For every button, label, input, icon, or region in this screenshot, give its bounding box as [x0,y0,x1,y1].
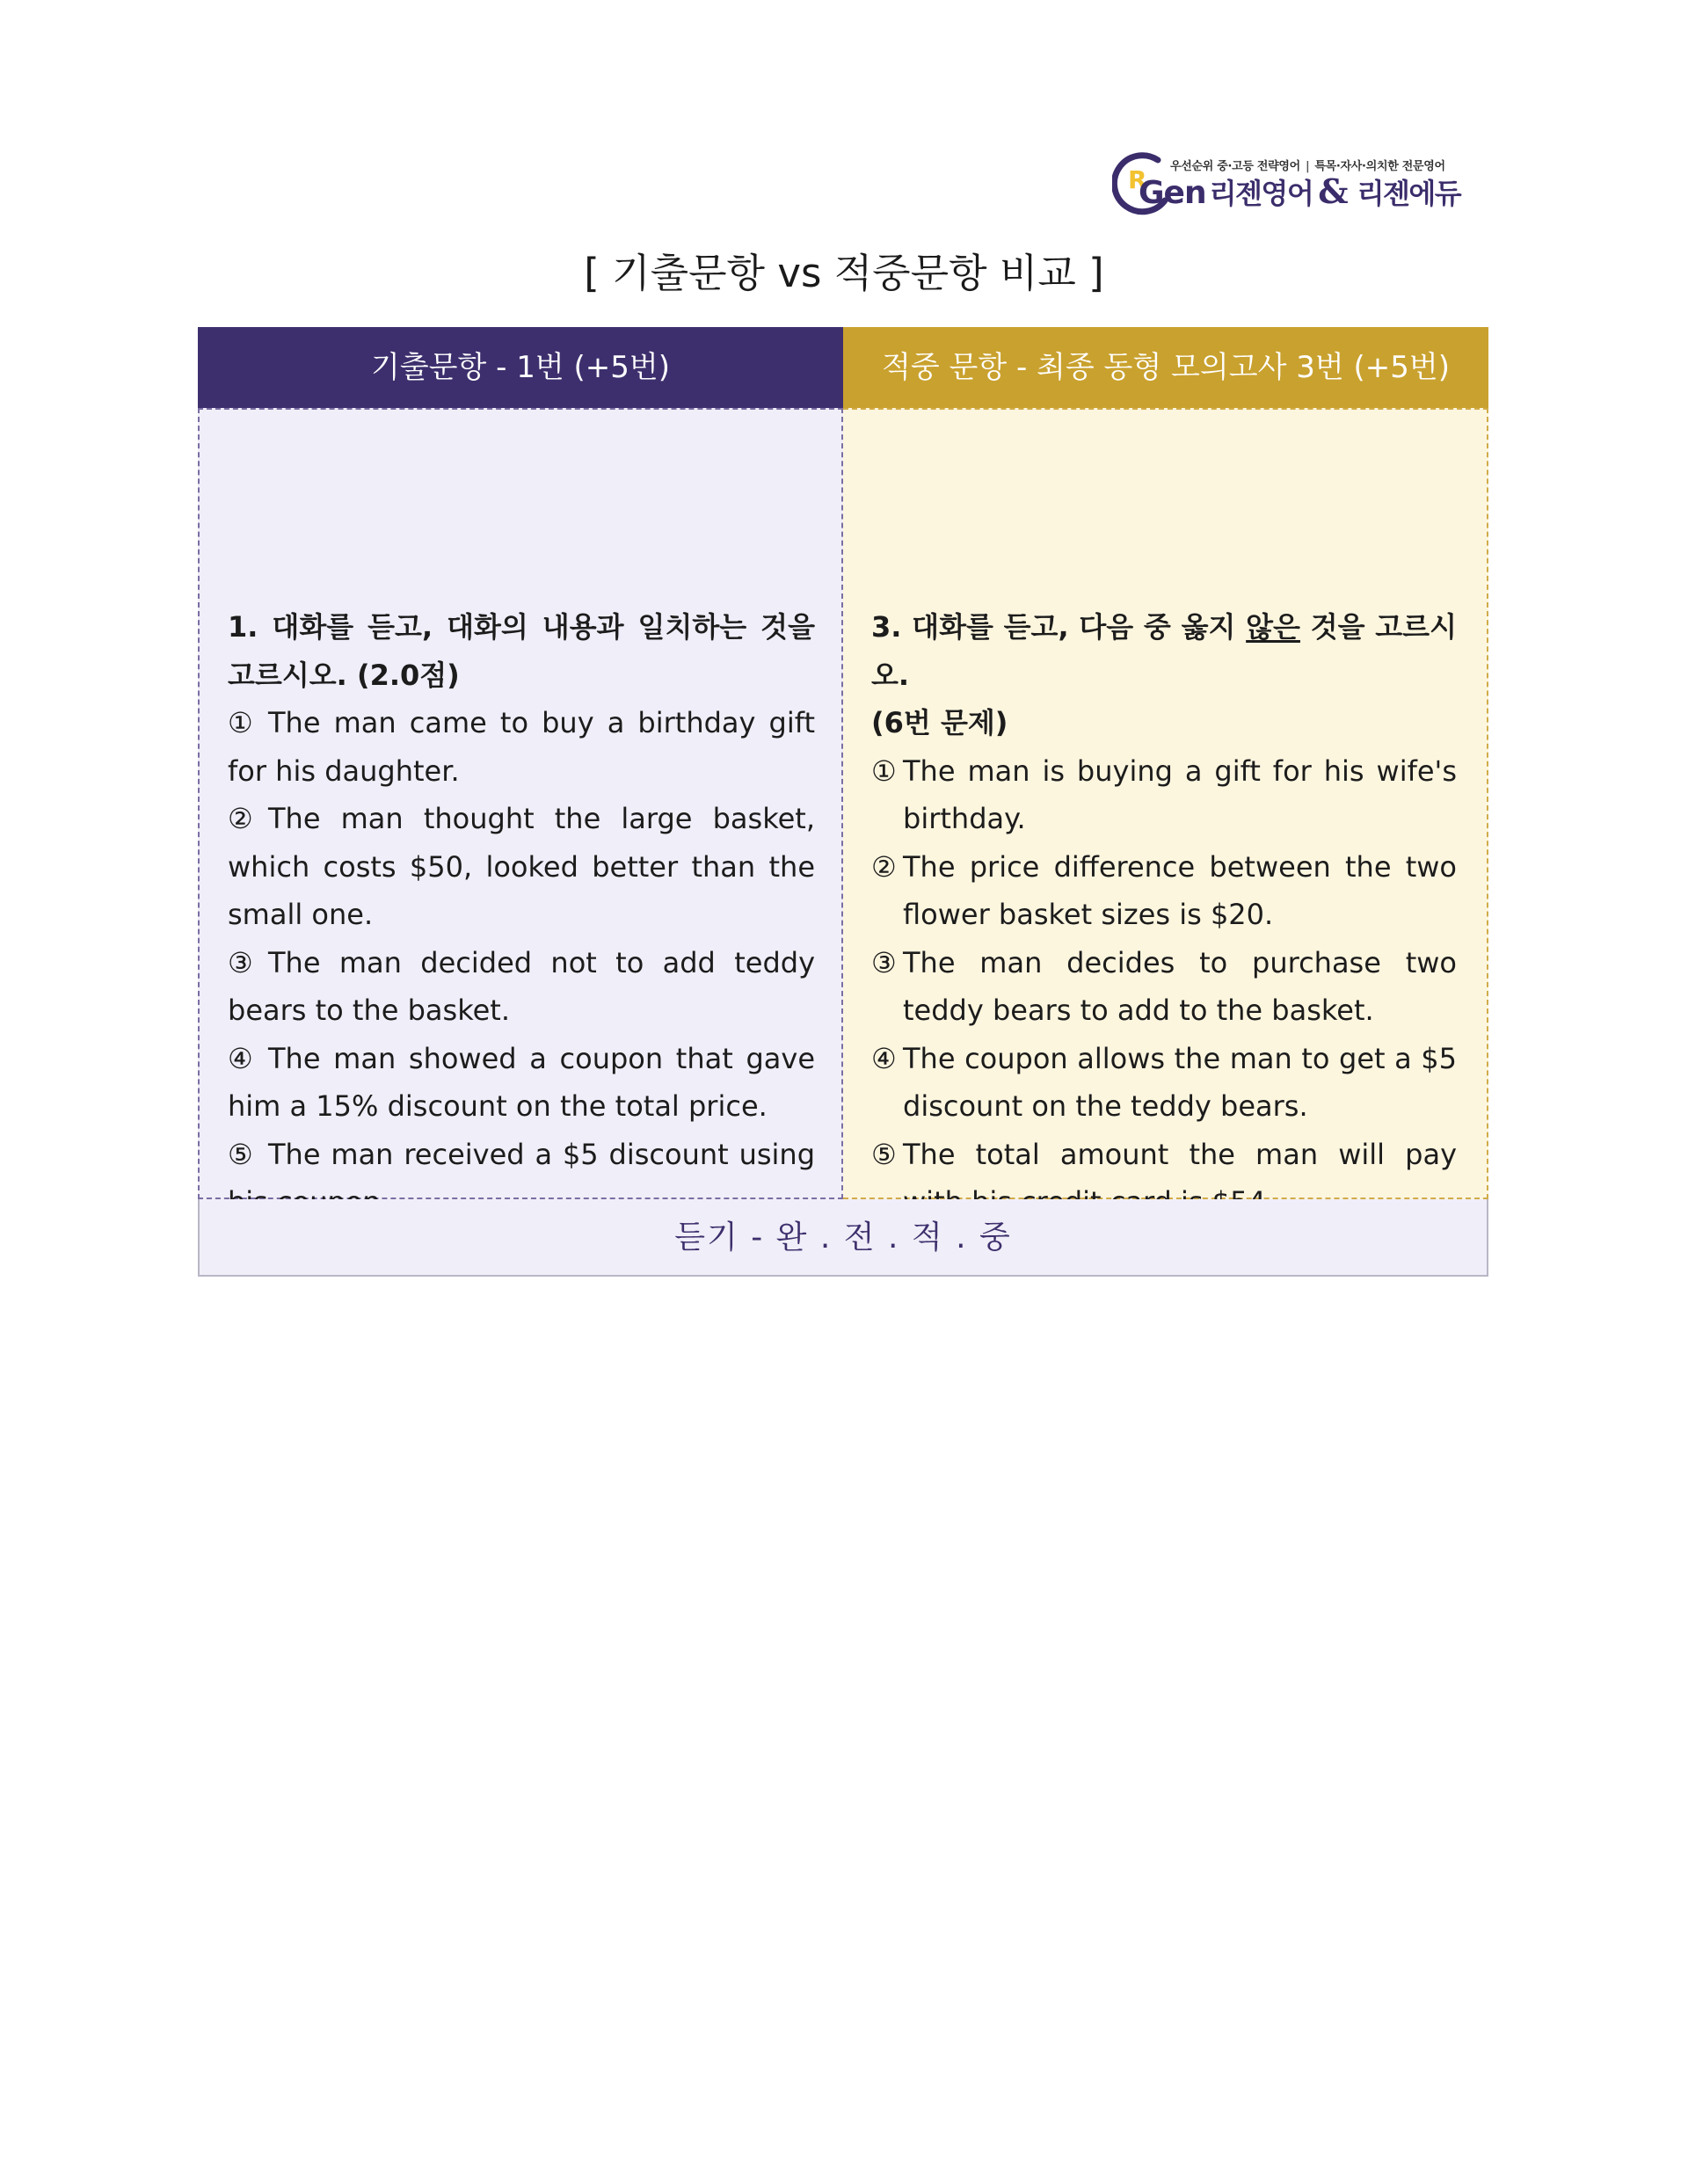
option-text: The man received a $5 discount using [268,1137,815,1171]
logo-mark-letter: R [1128,165,1147,194]
stem-part-1: 3. 대화를 듣고, 다음 중 옳지 [871,610,1247,644]
option-number: ③ [228,945,253,979]
option-number: ③ [871,945,897,979]
logo-ampersand: & [1318,171,1349,211]
option-3 [871,939,1457,1035]
option-number: ② [871,849,897,884]
comparison-table [198,327,1488,1280]
option-text: The total amount the man will pay [903,1137,1457,1171]
right-column-header: 적중 문항 - 최종 동형 모의고사 3번 (+5번) [843,327,1488,408]
option-text: The man is buying a gift for his wife's birthday. [903,753,1457,835]
option-4 [871,1035,1457,1131]
option-number: ④ [228,1041,253,1075]
original-question [228,603,815,1227]
option-text: The coupon allows the man to get a $5 discount on the teddy bears. [903,1041,1457,1123]
question-stem-note: (6번 문제) [871,706,1008,739]
option-3 [228,939,815,1035]
logo-name-ko-2: 리젠에듀 [1357,177,1461,210]
table-footer: 듣기 - 완 . 전 . 적 . 중 [198,1199,1488,1277]
option-1 [871,747,1457,843]
predicted-question [871,603,1457,1227]
option-number: ① [228,706,253,739]
left-column-body [198,408,843,1199]
logo-tagline-separator: | [1305,160,1310,173]
logo-name [1139,172,1460,218]
option-number: ② [228,802,253,835]
option-text: The man decided not to add teddy bears to the basket. [228,945,815,1027]
stem-underlined: 않은 [1246,610,1300,644]
option-text: The man thought the large basket, which costs $50, looked better than the small one. [228,802,815,931]
page-title: [ 기출문항 vs 적중문항 비교 ] [584,250,1104,296]
option-4 [228,1035,815,1131]
question-stem [871,603,1457,699]
option-1 [228,699,815,795]
option-text: The price difference between the two flower basket sizes is $20. [903,849,1457,931]
right-column-body [843,408,1488,1199]
option-2 [871,843,1457,939]
logo-name-ko-1: 리젠영어 [1209,177,1313,210]
logo-tagline-right: 특목·자사·의치한 전문영어 [1314,160,1445,173]
option-text: The man decides to purchase two teddy bears to add to the basket. [903,945,1457,1027]
option-2 [228,795,815,939]
brand-logo [1112,149,1481,218]
option-number: ⑤ [871,1137,897,1171]
question-stem: 1. 대화를 듣고, 대화의 내용과 일치하는 것을 고르시오. (2.0점) [228,610,815,692]
logo-name-en: Gen [1139,175,1206,211]
option-text: The man came to buy a birthday gift for his daughter. [228,706,815,788]
left-column-header: 기출문항 - 1번 (+5번) [198,327,843,408]
stem-part-2: 것을 고르시오. [871,610,1458,692]
logo-tagline-left: 우선순위 중·고등 전략영어 [1170,160,1300,173]
option-number: ④ [871,1041,897,1075]
option-text: The man showed a coupon that gave him a 15% discount on the total price. [228,1041,815,1123]
option-number: ① [871,753,897,788]
option-number: ⑤ [228,1137,253,1171]
